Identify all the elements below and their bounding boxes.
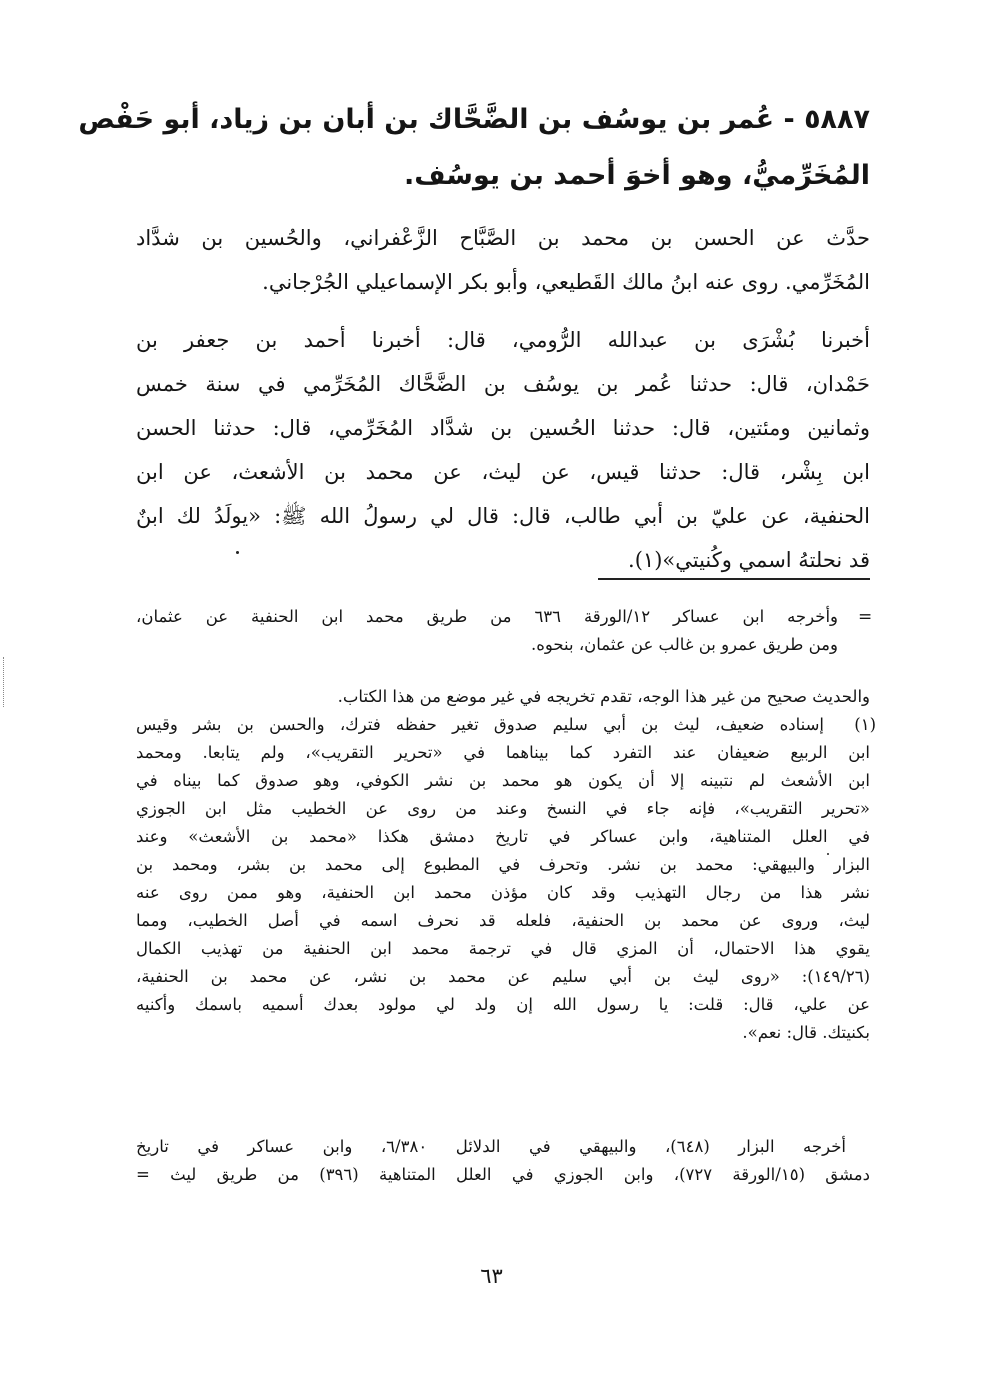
heading-line: المُخَرِّميُّ، وهو أخوَ أحمد بن يوسُف. — [404, 160, 870, 191]
footnote-number: (١) — [854, 715, 876, 734]
footnote-line: بكنيتك. قال: نعم». — [742, 1023, 870, 1042]
body-line: الحنفية، عن عليّ بن أبي طالب، قال: قال لي رسولُ الله ﷺ: «يولَدُ لك ابنٌ — [136, 504, 870, 528]
body-line: حَمْدان، قال: حدثنا عُمر بن يوسُف بن الضَّحَّاك المُخَرِّمي في سنة خمس — [136, 372, 870, 396]
body-line: أخبرنا بُشْرَى بن عبدالله الرُّومي، قال: أخبرنا أحمد بن جعفر بن — [136, 328, 870, 352]
footnote-line: ابن الأشعث لم نتبينه إلا أن يكون هو محمد بن نشر الكوفي، وهو صدوق كما بيناه في — [136, 771, 870, 790]
page-number: ٦٣ — [480, 1264, 503, 1288]
footnote-line: والحديث صحيح من غير هذا الوجه، تقدم تخريجه في غير موضع من هذا الكتاب. — [337, 687, 870, 706]
footnote-line: عن علي، قال: قلت: يا رسول الله إن ولد لي مولود بعدك أسميه باسمك وأكنيه — [136, 995, 870, 1014]
footnote-line: ابن الربيع ضعيفان عند التفرد كما بيناهما في «تحرير التقريب»، ولم يتابعا. ومحمد — [136, 743, 870, 762]
entry-heading — [78, 92, 870, 204]
footnote-line: «تحرير التقريب»، فإنه جاء في النسخ وعند من روى عن الخطيب مثل ابن الجوزي — [136, 799, 870, 818]
body-line: حدَّث عن الحسن بن محمد بن الصَّبَّاح الزَّعْفراني، والحُسين بن شدَّاد — [136, 226, 870, 250]
footnote-line: أخرجه البزار (٦٤٨)، والبيهقي في الدلائل ٦/٣٨٠، وابن عساكر في تاريخ — [136, 1137, 846, 1156]
footnote-1 — [136, 711, 870, 1047]
footnote-separator — [598, 578, 870, 580]
footnote-line: في العلل المتناهية، وابن عساكر في تاريخ دمشق هكذا «محمد بن الأشعث» وعند — [136, 827, 870, 846]
footnote-line: البزار والبيهقي: محمد بن نشر. وتحرف في المطبوع إلى محمد بن بشر، ومحمد بن — [136, 855, 870, 874]
footnote-line: ومن طريق عمرو بن غالب عن عثمان، بنحوه. — [530, 635, 838, 654]
footnote-line: دمشق (١٥/الورقة ٧٢٧)، وابن الجوزي في العلل المتناهية (٣٩٦) من طريق ليث = — [136, 1165, 870, 1184]
continuation-mark: = — [858, 607, 873, 627]
hadith-paragraph — [136, 318, 870, 582]
footnote-summary — [136, 683, 870, 711]
footnote-1-sources — [136, 1133, 870, 1189]
print-speck — [236, 551, 239, 554]
footnote-carryover — [136, 603, 873, 659]
footnote-line: (١٤٩/٢٦): «روى ليث بن أبي سليم عن محمد بن نشر، عن محمد بن الحنفية، — [136, 967, 870, 986]
biography-paragraph — [136, 216, 870, 304]
body-line: ابن بِشْر، قال: حدثنا قيس، عن ليث، عن محمد بن الأشعث، عن ابن — [136, 460, 870, 484]
heading-line: ٥٨٨٧ - عُمر بن يوسُف بن الضَّحَّاك بن أبان بن زياد، أبو حَفْص — [78, 104, 870, 135]
body-line: وثمانين ومئتين، قال: حدثنا الحُسين بن شدَّاد المُخَرِّمي، قال: حدثنا الحسن — [136, 416, 870, 440]
footnote-line: إسناده ضعيف، ليث بن أبي سليم صدوق تغير حفظه فترك، والحسن بن بشر وقيس — [136, 715, 824, 734]
footnote-line: يقوي هذا الاحتمال، أن المزي قال في ترجمة محمد ابن الحنفية من تهذيب الكمال — [136, 939, 870, 958]
footnote-line: وأخرجه ابن عساكر ١٢/الورقة ٦٣٦ من طريق محمد ابن الحنفية عن عثمان، — [136, 607, 838, 626]
print-speck — [827, 853, 829, 855]
footnote-line: نشر هذا من رجال التهذيب وقد كان مؤذن محمد ابن الحنفية، وهو ممن روى عنه — [136, 883, 870, 902]
footnote-line: ليث، وروى عن محمد بن الحنفية، فلعله قد نحرف اسمه في أصل الخطيب، ومما — [136, 911, 870, 930]
body-line: قد نحلتهُ اسمي وكُنيتي»(١). — [628, 548, 870, 572]
body-line: المُخَرِّمي. روى عنه ابنُ مالك القَطيعي، وأبو بكر الإسماعيلي الجُرْجاني. — [262, 270, 870, 294]
margin-scan-mark — [3, 657, 4, 707]
